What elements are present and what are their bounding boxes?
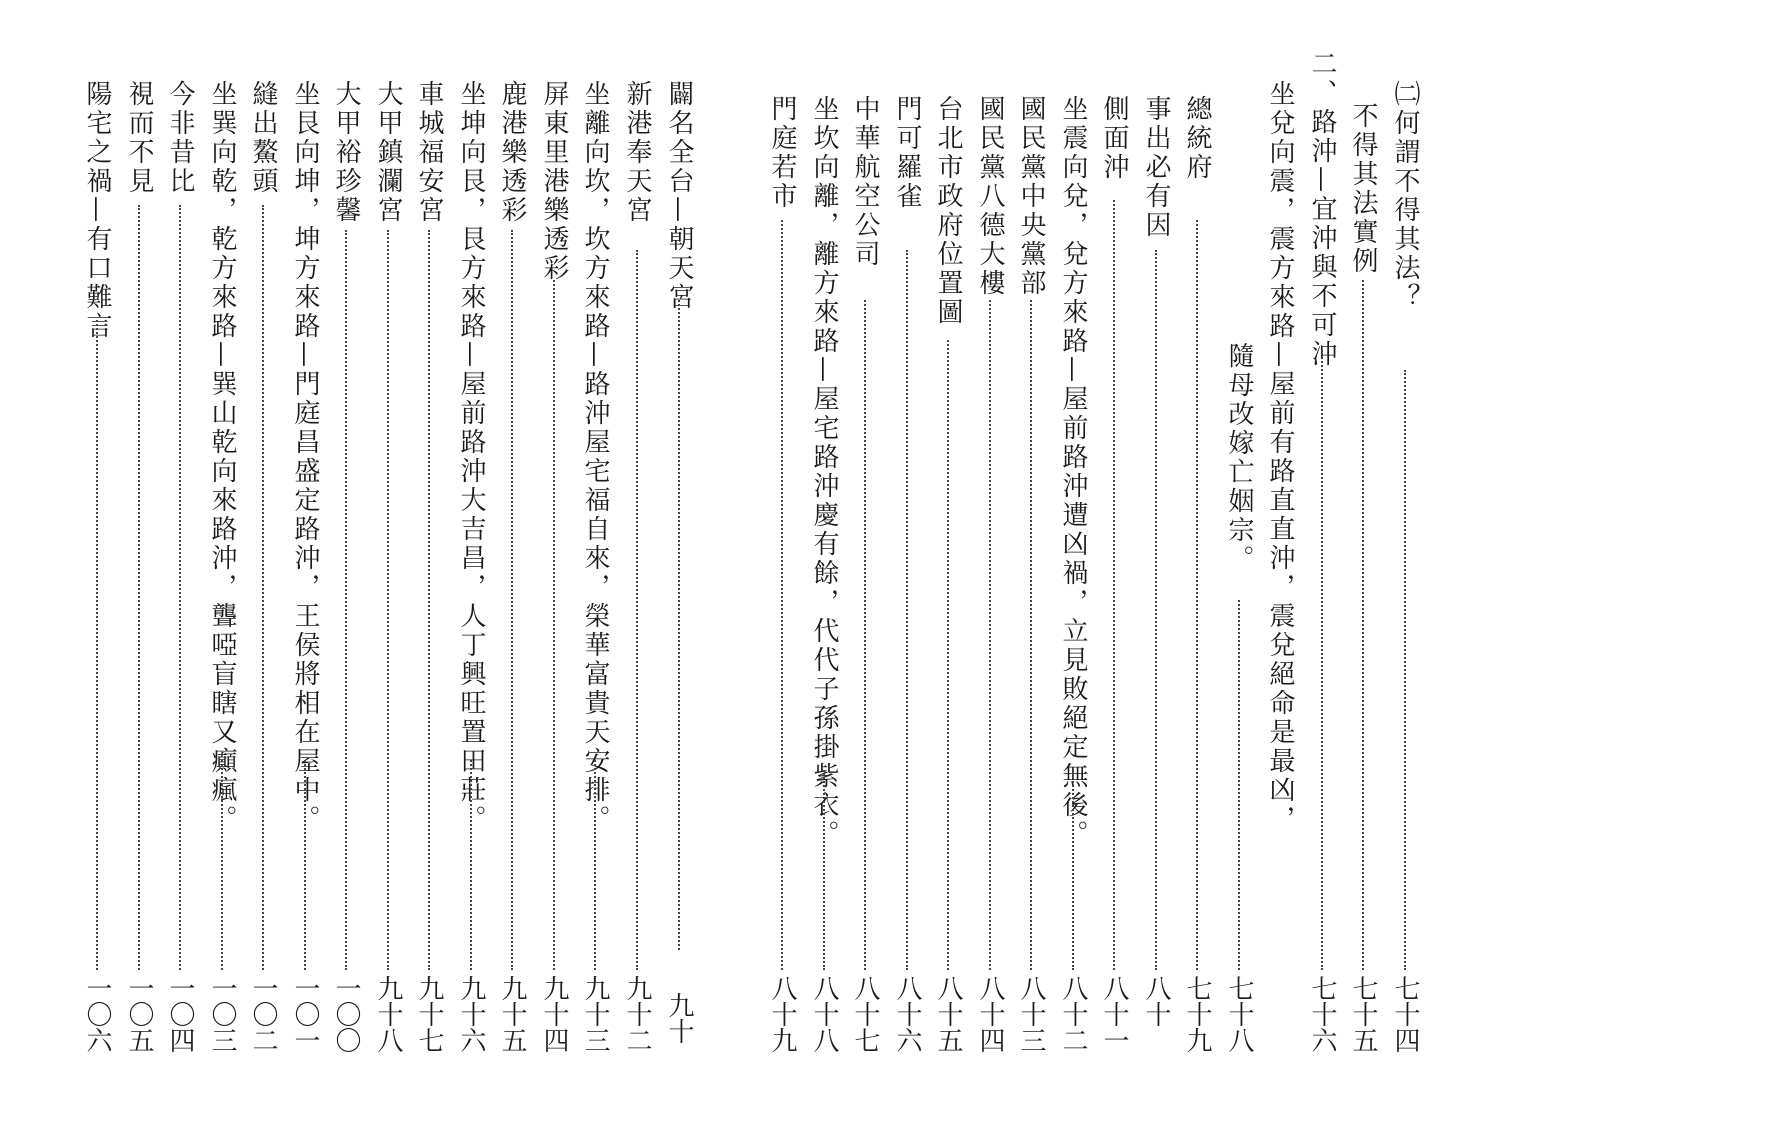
- toc-entry: [1299, 50, 1345, 1122]
- toc-page-number: 八十五: [933, 975, 963, 1053]
- toc-page-number: 九十四: [539, 975, 569, 1053]
- toc-entry: [925, 80, 971, 1122]
- toc-entry-title: 隨母改嫁亡姻宗。: [1224, 342, 1254, 574]
- toc-entry: [240, 80, 286, 1122]
- toc-page-number: 一〇五: [124, 975, 154, 1053]
- toc-entry: [842, 80, 888, 1122]
- toc-page-number: 九十: [664, 992, 694, 1044]
- toc-entry-title: ㈡何謂不得其法？: [1390, 80, 1420, 312]
- leader-dots: [1113, 200, 1115, 970]
- leader-dots: [387, 230, 389, 970]
- leader-dots: [947, 340, 949, 970]
- toc-page-number: 八十二: [1058, 975, 1088, 1053]
- toc-entry: [801, 80, 847, 1122]
- toc-page-number: 八十三: [1016, 975, 1046, 1053]
- leader-dots: [470, 760, 472, 970]
- toc-entry-title: 坐巽向乾，乾方來路—巽山乾向來路沖，聾啞盲瞎又癲瘋。: [207, 80, 237, 834]
- toc-entry-title: 鹿港樂透彩: [497, 80, 527, 225]
- leader-dots: [1362, 280, 1364, 970]
- leader-dots: [1155, 250, 1157, 970]
- toc-page-number: 九十三: [580, 975, 610, 1053]
- toc-entry: [1091, 80, 1137, 1122]
- toc-page-number: 一〇四: [165, 975, 195, 1053]
- toc-page-number: 八十六: [892, 975, 922, 1053]
- toc-entry-title: 門庭若市: [767, 95, 797, 211]
- toc-entry-title: 坐坎向離，離方來路—屋宅路沖慶有餘，代代子孫掛紫衣。: [809, 95, 839, 849]
- toc-page-number: 七十八: [1224, 975, 1254, 1053]
- toc-entry: [1050, 80, 1096, 1122]
- toc-entry-title: 坐坤向艮，艮方來路—屋前路沖大吉昌，人丁興旺置田莊。: [456, 80, 486, 834]
- toc-page-number: 八十八: [809, 975, 839, 1053]
- toc-entry: [572, 80, 618, 1122]
- toc-entry-title: 國民黨中央黨部: [1016, 95, 1046, 298]
- toc-entry-title: 坐艮向坤，坤方來路—門庭昌盛定路沖，王侯將相在屋中。: [290, 80, 320, 834]
- toc-entry: [531, 80, 577, 1122]
- toc-page-number: 一〇〇: [331, 975, 361, 1053]
- toc-entry-title: 闢名全台—朝天宮: [664, 80, 694, 312]
- toc-entry: [967, 80, 1013, 1122]
- toc-entry-title: 陽宅之禍—有口難言: [82, 80, 112, 341]
- toc-page-number: 九十七: [414, 975, 444, 1053]
- toc-page-number: 八十九: [767, 975, 797, 1053]
- leader-dots: [823, 770, 825, 970]
- toc-entry: [1216, 80, 1262, 1122]
- toc-page-number: 一〇三: [207, 975, 237, 1053]
- toc-entry: [116, 80, 162, 1122]
- toc-page-number: 七十五: [1348, 975, 1378, 1053]
- toc-entry-title: 車城福安宮: [414, 80, 444, 225]
- toc-entry-title: 事出必有因: [1141, 95, 1171, 240]
- leader-dots: [678, 300, 680, 950]
- leader-dots: [428, 230, 430, 970]
- toc-entry: [1174, 80, 1220, 1122]
- toc-page-number: 八十七: [850, 975, 880, 1053]
- leader-dots: [138, 205, 140, 970]
- leader-dots: [1030, 300, 1032, 970]
- toc-entry: [282, 80, 328, 1122]
- toc-entry: [759, 80, 805, 1122]
- toc-page-number: 八十四: [975, 975, 1005, 1053]
- toc-entry: [656, 80, 702, 1122]
- toc-entry-title: 台北市政府位置圖: [933, 95, 963, 327]
- toc-entry-title: 屏東里港樂透彩: [539, 80, 569, 283]
- toc-entry: [1382, 80, 1428, 1122]
- leader-dots: [636, 250, 638, 970]
- toc-entry-title: 今非昔比: [165, 80, 195, 196]
- toc-page-number: 九十二: [622, 975, 652, 1053]
- toc-page-number: 七十四: [1390, 975, 1420, 1053]
- toc-page-number: 一〇二: [248, 975, 278, 1053]
- leader-dots: [1404, 370, 1406, 970]
- toc-entry: [1008, 80, 1054, 1122]
- toc-entry-title: 縫出鰲頭: [248, 80, 278, 196]
- toc-entry-title: 不得其法實例: [1348, 102, 1378, 276]
- leader-dots: [221, 760, 223, 970]
- leader-dots: [781, 220, 783, 970]
- leader-dots: [262, 205, 264, 970]
- leader-dots: [553, 280, 555, 970]
- toc-entry-title: 視而不見: [124, 80, 154, 196]
- leader-dots: [989, 300, 991, 970]
- toc-entry: [884, 80, 930, 1122]
- leader-dots: [511, 230, 513, 970]
- toc-entry: [406, 80, 452, 1122]
- leader-dots: [906, 250, 908, 970]
- toc-entry-title: 坐離向坎，坎方來路—路沖屋宅福自來，榮華富貴天安排。: [580, 80, 610, 834]
- toc-entry-title: 大甲鎮瀾宮: [373, 80, 403, 225]
- leader-dots: [1072, 770, 1074, 970]
- toc-page-number: 一〇一: [290, 975, 320, 1053]
- leader-dots: [304, 760, 306, 970]
- leader-dots: [345, 230, 347, 970]
- toc-entry: [365, 80, 411, 1122]
- leader-dots: [96, 320, 98, 970]
- toc-page-number: 九十八: [373, 975, 403, 1053]
- toc-entry-title: 總統府: [1182, 95, 1212, 182]
- leader-dots: [1321, 350, 1323, 970]
- toc-entry-title: 大甲裕珍馨: [331, 80, 361, 225]
- toc-entry-title: 門可羅雀: [892, 95, 922, 211]
- toc-page-number: 九十五: [497, 975, 527, 1053]
- toc-entry: [489, 80, 535, 1122]
- toc-entry-title: 坐兌向震，震方來路—屋前有路直直沖，震兌絕命是最凶，: [1265, 80, 1295, 834]
- toc-entry: [1340, 80, 1386, 1122]
- toc-page-number: 一〇六: [82, 975, 112, 1053]
- toc-page-number: 八十: [1141, 975, 1171, 1027]
- toc-page-number: 八十一: [1099, 975, 1129, 1053]
- toc-page-number: 七十九: [1182, 975, 1212, 1053]
- toc-entry: [1133, 80, 1179, 1122]
- toc-entry: [199, 80, 245, 1122]
- toc-page-number: 九十六: [456, 975, 486, 1053]
- toc-entry: [157, 80, 203, 1122]
- toc-entry-title: 國民黨八德大樓: [975, 95, 1005, 298]
- toc-entry: [74, 80, 120, 1122]
- toc-page-number: 七十六: [1307, 975, 1337, 1053]
- leader-dots: [1238, 600, 1240, 970]
- toc-entry: [614, 80, 660, 1122]
- toc-entry-title: 二、路沖—宜沖與不可沖: [1307, 50, 1337, 369]
- toc-entry-title: 側面沖: [1099, 95, 1129, 182]
- toc-entry-title: 新港奉天宮: [622, 80, 652, 225]
- toc-entry-title: 坐震向兌，兌方來路—屋前路沖遭凶禍，立見敗絕定無後。: [1058, 95, 1088, 849]
- toc-entry: [323, 80, 369, 1122]
- leader-dots: [864, 300, 866, 970]
- toc-entry-title: 中華航空公司: [850, 95, 880, 269]
- toc-entry: [448, 80, 494, 1122]
- toc-entry: [1257, 80, 1303, 1122]
- leader-dots: [1196, 220, 1198, 970]
- leader-dots: [179, 205, 181, 970]
- leader-dots: [594, 760, 596, 970]
